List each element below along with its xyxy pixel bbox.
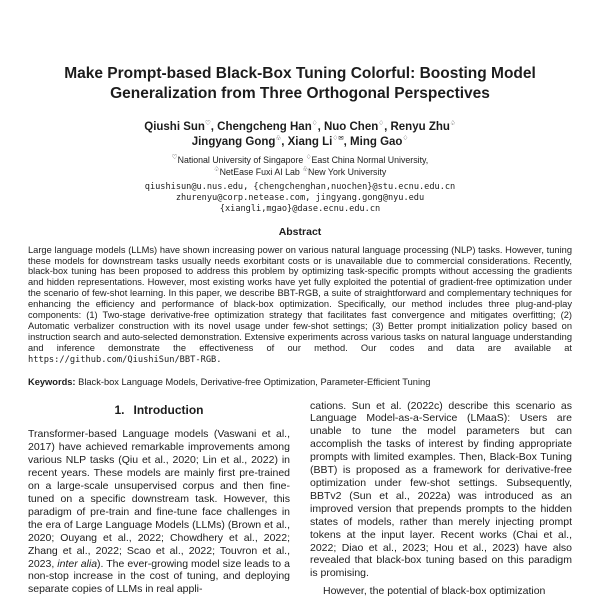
github-link[interactable]: https://github.com/QiushiSun/BBT-RGB [28,354,217,365]
author-name: Renyu Zhu♤ [390,120,456,133]
author-name: Jingyang Gong♧, [191,135,288,148]
affiliation-line-1: ♡National University of Singapore ♢East China Normal University, [171,154,429,165]
left-column [28,400,290,599]
affiliation-mark: ♤ [449,120,456,128]
keywords-text: Black-box Language Models, Derivative-free Optimization, Parameter-Efficient Tuning [75,376,431,387]
author-name: Qiushi Sun♡, [144,120,218,133]
affiliation-mark: ♢ [378,120,385,128]
affiliation-mark: ♢ [305,154,312,162]
intro-paragraph-right: cations. Sun et al. (2022c) describe this scenario as Language Model-as-a-Service (LMaaS): Users are unable to tune the model parameters but can accomplish the tasks of interest by finding appropriate prompts with limited examples. Then, Black-Box Tuning (BBT) is proposed as a framework for derivative-free optimization under few-shot settings. Subsequently, BBTv2 (Sun et al., 2022a) was introduced as an improved version that prepends prompts to the hidden states of models, rather than merely injecting prompt tokens at the input layer. Recent works (Chai et al., 2022; Diao et al., 2023; Hou et al., 2023) have also revealed that black-box tuning based on this paradigm is promising. [310,399,572,580]
affiliation-block [28,155,572,178]
intro-paragraph-left: Transformer-based Language models (Vaswani et al., 2017) have achieved remarkable improvements among various NLP tasks (Qiu et al., 2020; Lin et al., 2022) in recent years. These models are mainly first pre-trained on a large-scale unsupervised corpus and then fine-tuned on a specific downstream task. However, this paradigm of pre-train and fine-tune face challenges in the era of Large Language Models (LLMs) (Brown et al., 2020; Ouyang et al., 2022; Chowdhery et al., 2022; Zhang et al., 2022; Scao et al., 2022; Touvron et al., 2023, inter alia). The ever-growing model size leads to a non-stop increase in the cost of tuning, and deploying separate copies of LLMs in real appli- [28,428,290,596]
affiliation-mark: ♢ [311,120,318,128]
affiliation-mark: ♡ [204,120,211,128]
affiliation-mark: ♤ [213,165,220,173]
section-number: 1. [114,402,125,417]
email-line: zhurenyu@corp.netease.com, jingyang.gong@nyu.edu [175,193,425,204]
affiliation-mark-corresponding: ♢✉ [332,135,344,143]
author-name: Xiang Li♢✉, [287,135,351,148]
paper-title [28,64,572,104]
author-name: Nuo Chen♢, [323,120,391,133]
email-line: {xiangli,mgao}@dase.ecnu.edu.cn [219,204,381,215]
italic-phrase: inter alia [57,557,98,570]
right-column [310,400,572,599]
affiliation-mark: ♢ [402,135,409,143]
keywords-line [28,377,572,388]
author-name: Ming Gao♢ [350,135,409,148]
abstract-heading: Abstract [278,225,322,238]
email-block [28,182,572,216]
intro-paragraph-right-2: However, the potential of black-box optimization [323,585,546,598]
affiliation-mark: ♧ [275,135,282,143]
keywords-label: Keywords: [28,376,76,387]
two-column-body [28,400,572,599]
author-name: Chengcheng Han♢, [217,120,324,133]
paper-title-line-2: Generalization from Three Orthogonal Perspectives [110,85,490,102]
paper-title-line-1: Make Prompt-based Black-Box Tuning Colorful: Boosting Model [64,65,536,82]
section-heading-introduction [28,404,290,417]
email-line: qiushisun@u.nus.edu, {chengchenghan,nuochen}@stu.ecnu.edu.cn [144,182,456,192]
author-block [28,120,572,150]
author-line-1 [28,120,572,135]
affiliation-mark: ♧ [302,165,309,173]
author-line-2 [28,135,572,150]
abstract-text: Large language models (LLMs) have shown increasing power on various natural language processing (NLP) tasks. However, tuning these models for downstream tasks usually needs exorbitant costs or is unavailable due to commercial considerations. Recently, black-box tuning has been proposed to address this problem by optimizing task-specific prompts without accessing the gradients and hidden representations. However, most existing works have yet fully exploited the potential of gradient-free optimization under the scenario of few-shot learning. In this paper, we describe BBT-RGB, a suite of straightforward and complementary techniques for enhancing the efficiency and performance of black-box optimization. Specifically, our method includes three plug-and-play components: (1) Two-stage derivative-free optimization strategy that facilitates fast convergence and mitigates overfitting; (2) Automatic verbalizer construction with its novel usage under few-shot settings; (3) Better prompt initialization policy based on instruction search and auto-selected demonstration. Extensive experiments across various tasks on natural language understanding and inference demonstrate the effectiveness of our method. Our codes and data are available at https://github.com/QiushiSun/BBT-RGB. [28,244,572,365]
affiliation-mark: ♡ [171,154,178,162]
affiliation-line-2: ♤NetEase Fuxi AI Lab ♧New York University [213,165,387,177]
section-title: Introduction [133,402,204,417]
